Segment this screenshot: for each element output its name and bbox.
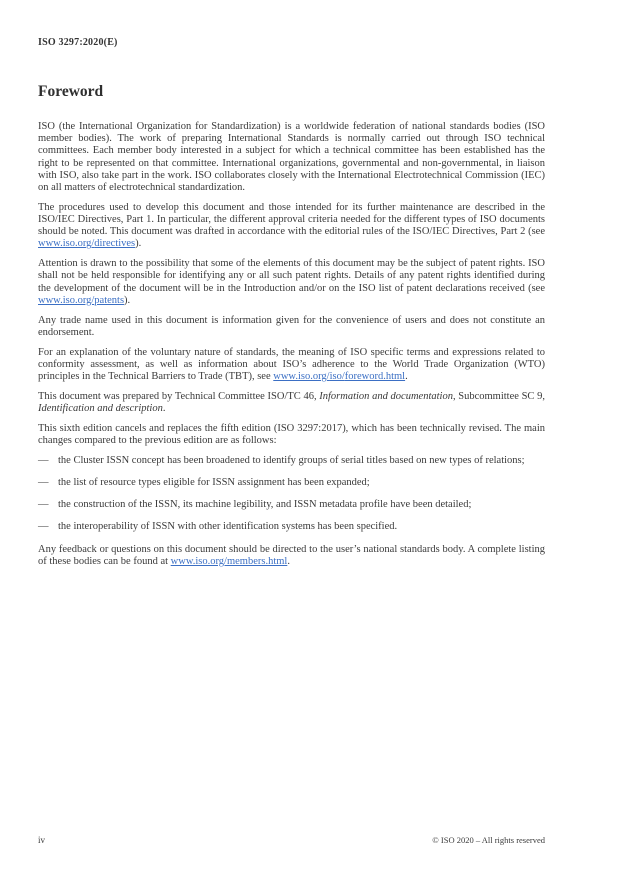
- list-item: [38, 477, 545, 489]
- paragraph: This sixth edition cancels and replaces the fifth edition (ISO 3297:2017), which has been technically revised. The main changes compared to the previous edition are as follows:: [38, 422, 545, 447]
- paragraph: For an explanation of the voluntary nature of standards, the meaning of ISO specific terms and expressions related to conformity assessment, as well as information about ISO’s adherence to the World Trade Organization (WTO) principles in the Technical Barriers to Trade (TBT), see www.iso.org/iso/foreword.html.: [38, 346, 545, 383]
- paragraph: Attention is drawn to the possibility that some of the elements of this document may be the subject of patent rights. ISO shall not be held responsible for identifying any or all such patent rights. Details of any patent rights identified during the development of the document will be in the Introduction and/or on the ISO list of patent declarations received (see www.iso.org/patents).: [38, 258, 545, 306]
- hyperlink[interactable]: www.iso.org/iso/foreword.html: [273, 371, 406, 383]
- page-footer: [38, 835, 545, 845]
- list-item: [38, 499, 545, 511]
- paragraph: The procedures used to develop this document and those intended for its further maintenance are described in the ISO/IEC Directives, Part 1. In particular, the different approval criteria needed for the different types of ISO documents should be noted. This document was drafted in accordance with the editorial rules of the ISO/IEC Directives, Part 2 (see www.iso.org/directives).: [38, 201, 545, 250]
- dash-bullet: —: [38, 499, 49, 511]
- hyperlink[interactable]: www.iso.org/patents: [38, 294, 125, 306]
- list-item-text: the interoperability of ISSN with other identification systems has been specified.: [58, 521, 398, 533]
- page-title: Foreword: [38, 83, 104, 100]
- paragraph: ISO (the International Organization for Standardization) is a worldwide federation of national standards bodies (ISO member bodies). The work of preparing International Standards is normally carried out through ISO technical committees. Each member body interested in a subject for which a technical committee has been established has the right to be represented on that committee. International organizations, governmental and non-governmental, in liaison with ISO, also take part in the work. ISO collaborates closely with the International Electrotechnical Commission (IEC) on all matters of electrotechnical standardization.: [38, 121, 545, 194]
- dash-bullet: —: [38, 454, 49, 466]
- foreword-body: [38, 121, 545, 568]
- italic-text: Identification and description: [38, 403, 163, 415]
- hyperlink[interactable]: www.iso.org/members.html: [170, 555, 288, 567]
- page-content: [38, 37, 545, 576]
- copyright-notice: © ISO 2020 – All rights reserved: [432, 835, 545, 845]
- italic-text: Information and documentation: [319, 390, 453, 402]
- paragraph: This document was prepared by Technical Committee ISO/TC 46, Information and documentation, Subcommittee SC 9, Identification and description.: [38, 390, 545, 415]
- list-item: [38, 455, 545, 467]
- list-item: [38, 521, 545, 533]
- page-number: iv: [38, 835, 46, 845]
- doc-reference: ISO 3297:2020(E): [38, 37, 118, 48]
- list-item-text: the list of resource types eligible for ISSN assignment has been expanded;: [58, 477, 370, 489]
- paragraph: Any feedback or questions on this document should be directed to the user’s national standards body. A complete listing of these bodies can be found at www.iso.org/members.html.: [38, 543, 545, 567]
- list-item-text: the Cluster ISSN concept has been broadened to identify groups of serial titles based on new types of relations;: [58, 454, 525, 466]
- hyperlink[interactable]: www.iso.org/directives: [38, 238, 136, 250]
- dash-bullet: —: [38, 521, 49, 533]
- paragraph: Any trade name used in this document is information given for the convenience of users and does not constitute an endorsement.: [38, 314, 545, 338]
- dash-bullet: —: [38, 477, 49, 489]
- list-item-text: the construction of the ISSN, its machine legibility, and ISSN metadata profile have been detailed;: [58, 499, 472, 511]
